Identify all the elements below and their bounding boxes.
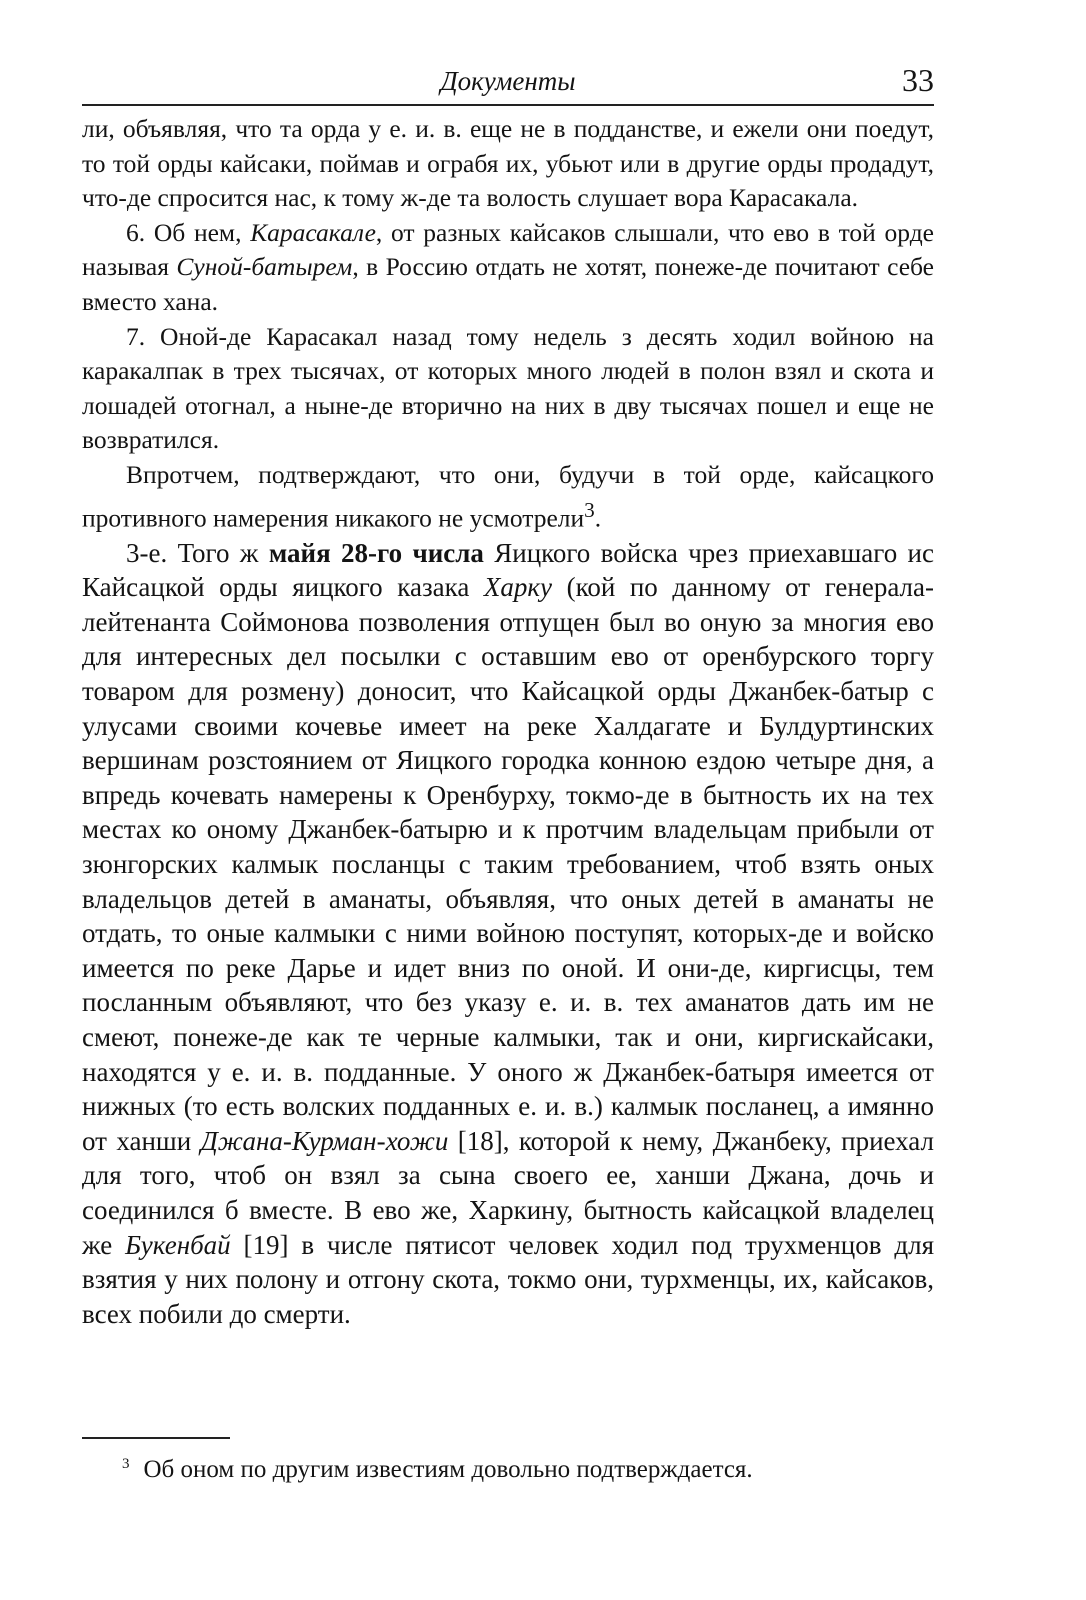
text-run: 3-е. Того ж bbox=[126, 537, 269, 568]
text-run: , от разных кайсаков слышали, что ево в той орде называя bbox=[82, 217, 934, 282]
paragraph bbox=[82, 112, 934, 216]
page-number: 33 bbox=[902, 62, 934, 98]
footnote-text: Об оном по другим известиям довольно подтверждается. bbox=[143, 1456, 753, 1483]
emphasis-text: Букенбай bbox=[125, 1229, 231, 1260]
text-run: ли, объявляя, что та орда у е. и. в. еще не в подданстве, и ежели они поедут, то той орды кайсаки, поймав и ограбя их, убьют или в другие орды продадут, что-де спросится нас, к тому ж-де та волость слушает вора Карасакала. bbox=[82, 114, 934, 213]
paragraph bbox=[82, 216, 934, 320]
running-header bbox=[82, 58, 934, 106]
footnote-divider bbox=[82, 1437, 230, 1439]
footnote-marker: 3 bbox=[122, 1456, 130, 1472]
text-run: 6. Об нем, bbox=[126, 217, 251, 247]
body-text bbox=[82, 112, 934, 1331]
text-run: , в Россию отдать не хотят, понеже-де почитают себе вместо хана. bbox=[82, 252, 934, 316]
footnote bbox=[122, 1447, 922, 1487]
emphasis-text: майя 28-го числа bbox=[268, 537, 484, 568]
text-run: (кой по данному от генерала-лейтенанта Соймонова позволения отпущен был во оную за многия ево для интересных дел посылки с оставшим ево от оренбурского торгу товаром для розмену) доносит, что Кайсацкой орды Джанбек-батыр с улусами своими кочевье имеет на реке Халдагате и Булдуртинских вершинам розстоянием от Яицкого городка конною ездою четыре дня, а впредь кочевать намерены к Оренбурху, токмо-де в бытность их на тех местах ко оному Джанбек-батырю и к протчим владельцам прибыли от зюнгорских калмык посланцы с таким требованием, чтоб взять оных владельцов детей в аманаты, объявляя, что оных детей в аманаты не отдать, то оные калмыки с ними войною поступят, которых-де и войско имеется по реке Дарье и идет вниз по оной. И они-де, киргисцы, тем посланным объявляют, что без указу е. и. в. тех аманатов дать им не смеют, понеже-де как те черные калмыки, так и они, киргискайсаки, находятся у е. и. в. подданные. У оного ж Джанбек-батыря имеется от нижных (то есть волских подданных е. и. в.) калмык посланец, а имянно от ханши bbox=[82, 572, 934, 1156]
text-run: Впротчем, подтверждают, что они, будучи в той орде, кайсацкого противного намерения никакого не усмотрели bbox=[82, 459, 934, 533]
paragraph bbox=[82, 458, 934, 536]
emphasis-text: Харку bbox=[483, 572, 552, 603]
paragraph bbox=[82, 536, 934, 1332]
footnote-reference: 3 bbox=[584, 497, 595, 522]
text-run: Яицкого войска чрез приехавшаго ис Кайсацкой орды яицкого казака bbox=[82, 537, 934, 603]
text-run: [19] в числе пятисот человек ходил под трухменцов для взятия у них полону и отгону скота, токмо они, турхменцы, их, кайсаков, всех побили до смерти. bbox=[82, 1229, 934, 1329]
text-run: [18], которой к нему, Джанбеку, приехал для того, чтоб он взял за сына своего ее, ханши Джана, дочь и соединился б вместе. В ево же, Харкину, бытность кайсацкой владелец же bbox=[82, 1125, 934, 1260]
emphasis-text: Карасакале bbox=[250, 217, 376, 247]
paragraph bbox=[82, 320, 934, 458]
text-run: 7. Оной-де Карасакал назад тому недель з десять ходил войною на каракалпак в трех тысячах, от которых много людей в полон взял и скота и лошадей отогнал, а ныне-де вторично на них в дву тысячах пошел и еще не возвратился. bbox=[82, 321, 934, 455]
emphasis-text: Суной-батырем bbox=[176, 252, 353, 282]
text-run: . bbox=[594, 503, 602, 533]
running-title: Документы bbox=[440, 66, 576, 96]
emphasis-text: Джана-Курман-хожи bbox=[200, 1125, 449, 1156]
